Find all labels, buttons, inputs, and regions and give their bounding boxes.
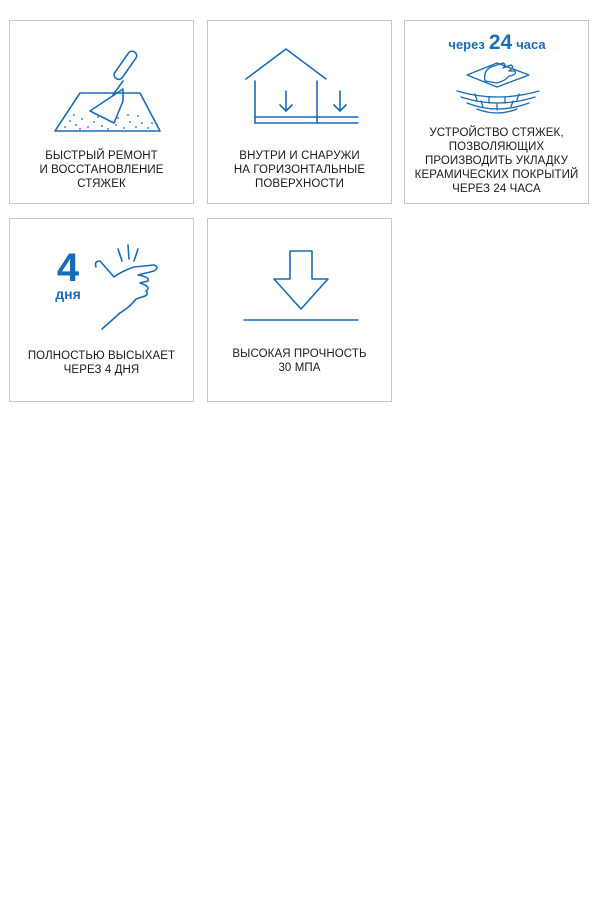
caption-line: ВНУТРИ И СНАРУЖИ xyxy=(239,150,360,162)
caption-line: НА ГОРИЗОНТАЛЬНЫЕ xyxy=(233,164,366,176)
caption-line: ЧЕРЕЗ 24 ЧАСА xyxy=(452,183,541,195)
caption-line: УСТРОЙСТВО СТЯЖЕК, xyxy=(429,127,564,139)
svg-text:через24часа xyxy=(448,31,546,54)
caption-line: ВЫСОКАЯ ПРОЧНОСТЬ xyxy=(232,348,367,360)
caption-line: ПОЗВОЛЯЮЩИХ xyxy=(448,141,545,153)
feature-card-high-strength xyxy=(207,218,392,402)
tile-hand-icon xyxy=(405,21,590,141)
badge-suffix: часа xyxy=(516,37,546,52)
card-caption xyxy=(407,126,586,196)
feature-card-inside-outside xyxy=(207,20,392,204)
caption-line: СТЯЖЕК xyxy=(77,178,126,190)
snap-fingers-icon xyxy=(10,219,195,339)
badge-number: 4 xyxy=(56,246,80,290)
caption-line: КЕРАМИЧЕСКИХ ПОКРЫТИЙ xyxy=(414,169,579,181)
trowel-icon xyxy=(10,21,195,141)
house-inside-outside-icon xyxy=(208,21,393,141)
caption-line: ПРОИЗВОДИТЬ УКЛАДКУ xyxy=(424,155,569,167)
badge-unit: дня xyxy=(55,286,81,302)
feature-card-dries-4-days xyxy=(9,218,194,402)
badge-prefix: через xyxy=(448,37,485,52)
feature-card-fast-repair xyxy=(9,20,194,204)
caption-line: БЫСТРЫЙ РЕМОНТ xyxy=(45,150,158,162)
card-caption xyxy=(12,349,191,377)
caption-line: ПОВЕРХНОСТИ xyxy=(255,178,344,190)
caption-line: И ВОССТАНОВЛЕНИЕ xyxy=(39,164,164,176)
caption-line: ПОЛНОСТЬЮ ВЫСЫХАЕТ xyxy=(27,350,176,362)
caption-line: ЧЕРЕЗ 4 ДНЯ xyxy=(63,364,140,376)
badge-number: 24 xyxy=(488,31,513,54)
feature-card-tiling-24h xyxy=(404,20,589,204)
card-caption xyxy=(12,149,191,191)
caption-line: 30 МПА xyxy=(278,362,321,374)
card-caption xyxy=(210,149,389,191)
down-arrow-strength-icon xyxy=(208,219,393,339)
card-caption xyxy=(210,347,389,375)
